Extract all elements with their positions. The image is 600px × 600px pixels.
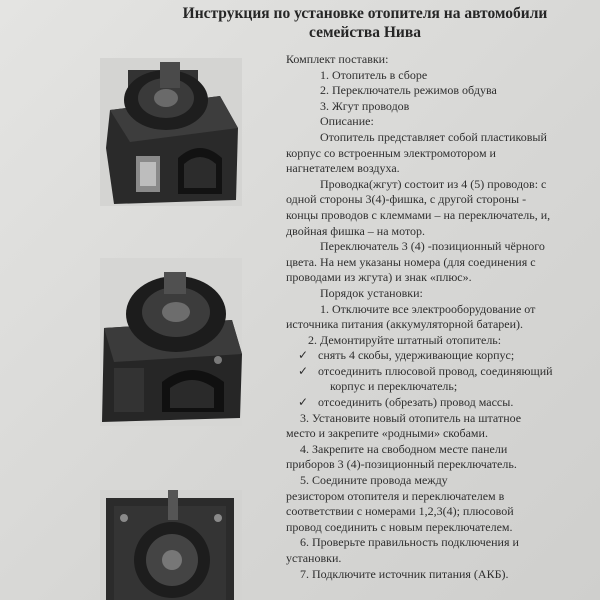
checklist-text: отсоединить плюсовой провод, соединяющий [318,363,553,378]
title-line-2: семейства Нива [309,24,421,41]
procedure-heading: Порядок установки: [320,285,423,300]
description-line: Переключатель 3 (4) -позиционный чёрного [320,239,545,254]
procedure-line: 2. Демонтируйте штатный отопитель: [308,332,502,347]
check-mark-icon: ✓ [298,363,309,378]
procedure-line: 6. Проверьте правильность подключения и [300,535,519,550]
kit-item: 3. Жгут проводов [320,98,410,113]
description-line: проводами из жгута) и знак «плюс». [286,270,472,285]
description-line: цвета. На нем указаны номера (для соединения с [286,254,536,269]
heater-photo-1 [100,58,242,206]
description-line: корпус со встроенным электромотором и [286,145,496,160]
kit-item: 2. Переключатель режимов обдува [320,83,497,98]
description-line: одной стороны 3(4)-фишка, с другой стороны - [286,192,527,207]
procedure-line: 7. Подключите источник питания (АКБ). [300,566,509,581]
procedure-line: источника питания (аккумуляторной батареи). [286,317,524,332]
instruction-text [286,52,586,582]
heater-photo-1-image [100,58,242,206]
checklist-item [286,348,586,364]
heater-photo-3 [100,490,242,600]
procedure-line: провод соединить с новым переключателем. [286,519,513,534]
heater-photo-3-image [100,490,242,600]
description-heading: Описание: [320,114,374,129]
title-line-1: Инструкция по установке отопителя на автомобили [182,5,548,22]
procedure-line: 1. Отключите все электрооборудование от [320,301,536,316]
check-mark-icon: ✓ [298,348,309,363]
procedure-line: соответствии с номерами 1,2,3(4); плюсовой [286,504,514,519]
procedure-line: установки. [286,551,342,565]
checklist-text: снять 4 скобы, удерживающие корпус; [318,348,515,363]
procedure-line: 3. Установите новый отопитель на штатное [300,410,522,425]
heater-photo-2-image [100,258,242,426]
procedure-line: 5. Соедините провода между [300,473,448,488]
procedure-line: резистором отопителя и переключателем в [286,488,505,503]
checklist-text: отсоединить (обрезать) провод массы. [318,395,514,410]
heater-photo-2 [100,258,242,426]
description-line: нагнетателем воздуха. [286,161,400,176]
checklist-item [286,364,586,380]
kit-item: 1. Отопитель в сборе [320,67,428,82]
procedure-line: приборов 3 (4)-позиционный переключатель. [286,457,517,472]
document-title [150,4,580,42]
description-line: Проводка(жгут) состоит из 4 (5) проводов: с [320,176,547,191]
checklist-item [286,395,586,411]
description-line: двойная фишка – на мотор. [286,223,426,238]
check-mark-icon: ✓ [298,395,309,410]
description-line: концы проводов с клеммами – на переключатель, и, [286,207,551,222]
procedure-line: место и закрепите «родными» скобами. [286,426,488,441]
kit-heading: Комплект поставки: [286,52,389,66]
checklist-text: корпус и переключатель; [330,379,458,394]
procedure-line: 4. Закрепите на свободном месте панели [300,441,508,456]
description-line: Отопитель представляет собой пластиковый [320,129,547,144]
